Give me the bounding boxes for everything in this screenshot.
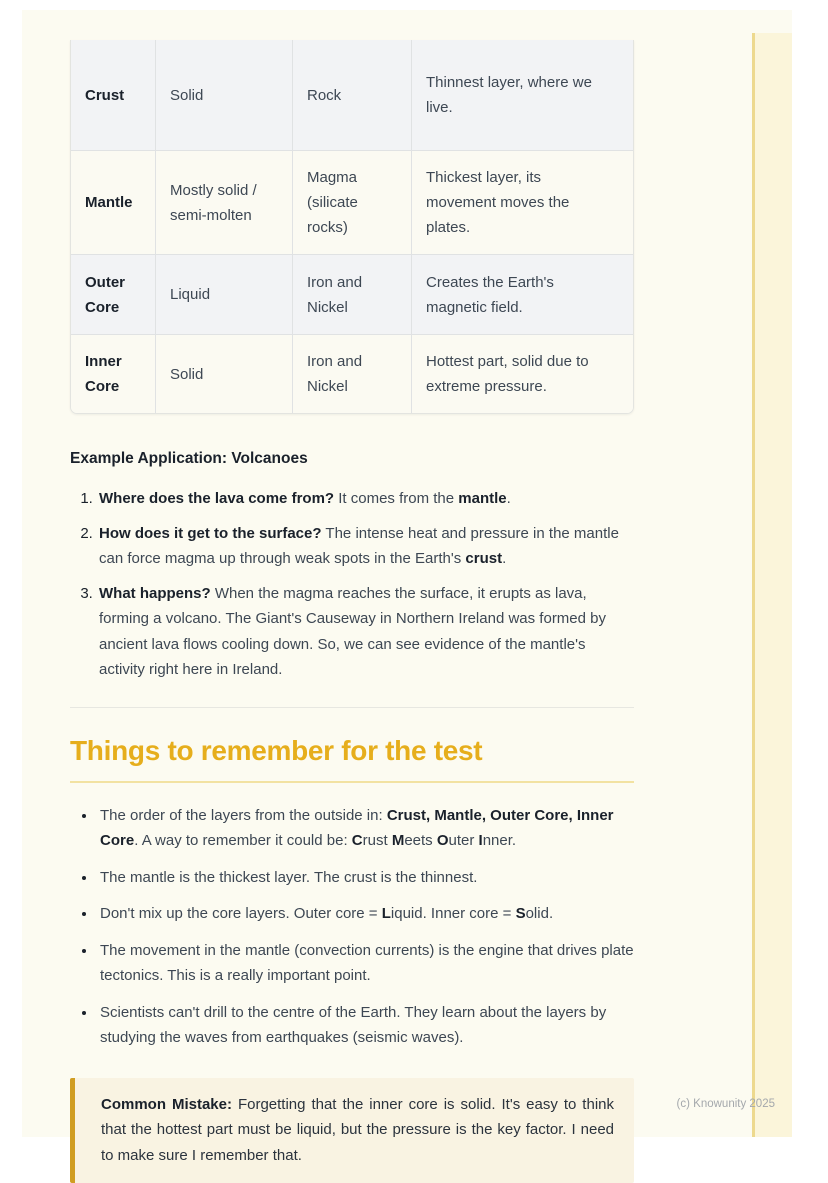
cell-layer-name: Crust [71, 40, 155, 150]
bullet-list-item: • The order of the layers from the outside in: Crust, Mantle, Outer Core, Inner Core. A way to remember it could be: Crust Meets Outer Inner. [97, 803, 634, 854]
table-row [71, 254, 633, 334]
table-row [71, 334, 633, 413]
bullet-list-item: • Don't mix up the core layers. Outer core = Liquid. Inner core = Solid. [97, 901, 634, 927]
cell-state: Mostly solid / semi-molten [155, 150, 292, 254]
page-edge-strip [752, 33, 792, 1137]
callout-text: Common Mistake: Forgetting that the inner core is solid. It's easy to think that the hottest part must be liquid, but the pressure is the key factor. I need to make sure I remember that. [101, 1092, 614, 1169]
page-content [70, 10, 634, 1183]
cell-state: Solid [155, 40, 292, 150]
cell-description: Hottest part, solid due to extreme pressure. [411, 334, 633, 413]
cell-composition: Magma (silicate rocks) [292, 150, 411, 254]
numbered-list-item: 2. How does it get to the surface? The intense heat and pressure in the mantle can force magma up through weak spots in the Earth's crust. [97, 521, 634, 572]
bullet-list-item: • The mantle is the thickest layer. The crust is the thinnest. [97, 865, 634, 891]
cell-composition: Iron and Nickel [292, 334, 411, 413]
cell-composition: Iron and Nickel [292, 254, 411, 334]
cell-layer-name: Inner Core [71, 334, 155, 413]
table-row [71, 40, 633, 150]
bullet-list-item: • The movement in the mantle (convection currents) is the engine that drives plate tectonics. This is a really important point. [97, 938, 634, 989]
test-bullet-list [70, 803, 634, 1051]
cell-description: Thickest layer, its movement moves the plates. [411, 150, 633, 254]
cell-description: Creates the Earth's magnetic field. [411, 254, 633, 334]
things-to-remember-heading: Things to remember for the test [70, 733, 634, 783]
earth-layers-table [70, 40, 634, 414]
document-page [22, 10, 792, 1137]
section-divider [70, 707, 634, 708]
cell-layer-name: Outer Core [71, 254, 155, 334]
cell-state: Liquid [155, 254, 292, 334]
cell-composition: Rock [292, 40, 411, 150]
common-mistake-callout [70, 1078, 634, 1183]
table-row [71, 150, 633, 254]
numbered-list-item: 3. What happens? When the magma reaches the surface, it erupts as lava, forming a volcano. The Giant's Causeway in Northern Ireland was formed by ancient lava flows cooling down. So, we can see evidence of the mantle's activity right here in Ireland. [97, 581, 634, 683]
numbered-list-item: 1. Where does the lava come from? It comes from the mantle. [97, 486, 634, 512]
cell-state: Solid [155, 334, 292, 413]
cell-description: Thinnest layer, where we live. [411, 40, 633, 150]
example-application-heading: Example Application: Volcanoes [70, 448, 634, 470]
cell-layer-name: Mantle [71, 150, 155, 254]
watermark: (c) Knowunity 2025 [677, 1098, 775, 1110]
volcanoes-numbered-list [70, 486, 634, 683]
bullet-list-item: • Scientists can't drill to the centre of the Earth. They learn about the layers by studying the waves from earthquakes (seismic waves). [97, 1000, 634, 1051]
earth-layers-table-grid [71, 40, 633, 413]
